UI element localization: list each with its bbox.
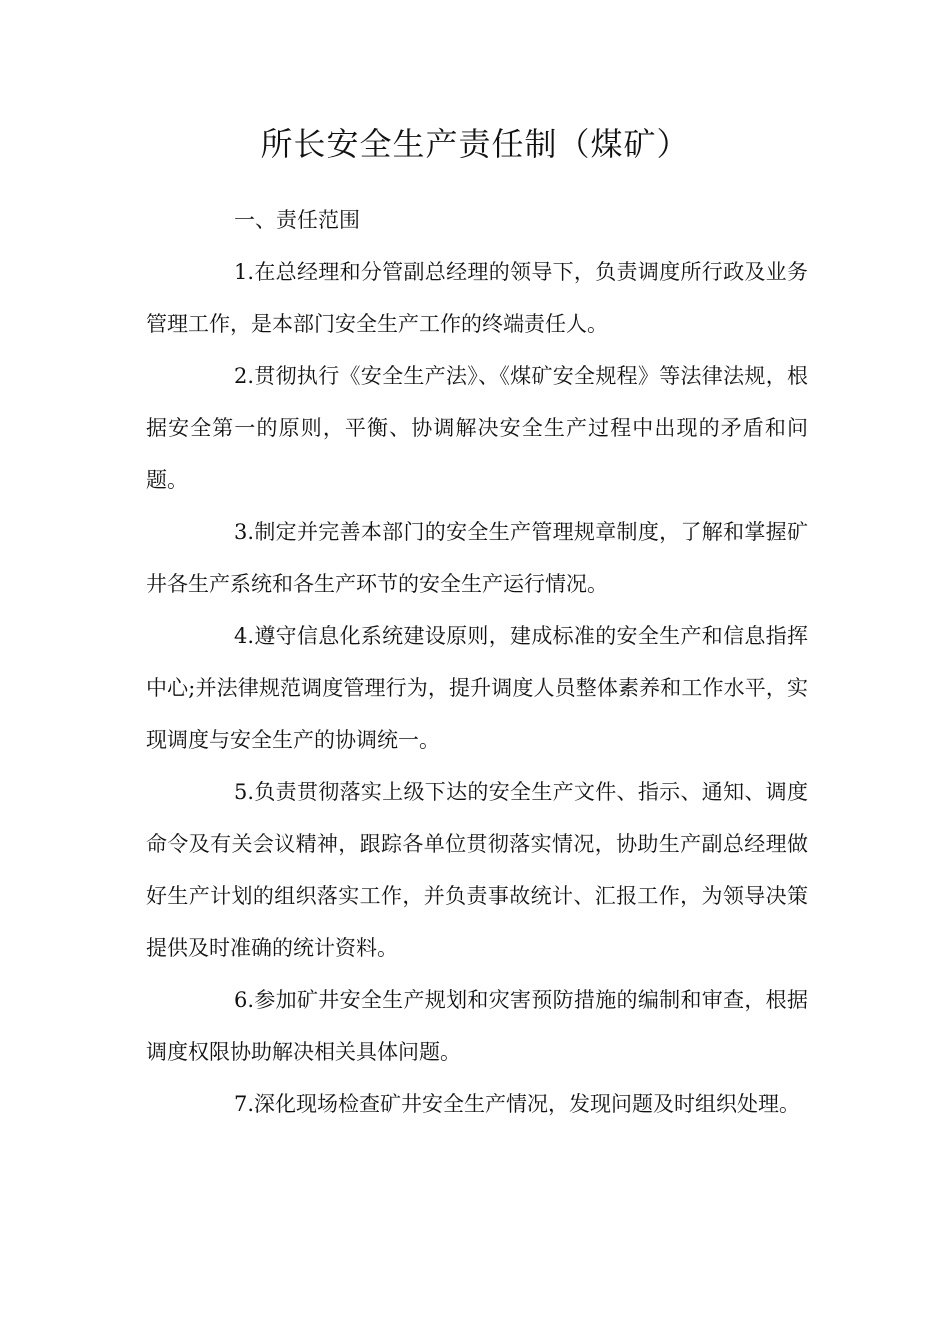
document-body (146, 194, 808, 1130)
paragraph-6: 6.参加矿井安全生产规划和灾害预防措施的编制和审查，根据调度权限协助解决相关具体问题。 (146, 988, 808, 1064)
paragraph-3: 3.制定并完善本部门的安全生产管理规章制度，了解和掌握矿井各生产系统和各生产环节的安全生产运行情况。 (146, 520, 808, 596)
paragraph-1: 1.在总经理和分管副总经理的领导下，负责调度所行政及业务管理工作，是本部门安全生产工作的终端责任人。 (146, 260, 808, 336)
paragraph-4: 4.遵守信息化系统建设原则，建成标准的安全生产和信息指挥中心;并法律规范调度管理行为，提升调度人员整体素养和工作水平，实现调度与安全生产的协调统一。 (146, 624, 808, 752)
document-title: 所长安全生产责任制（煤矿） (260, 125, 690, 163)
paragraph-5: 5.负责贯彻落实上级下达的安全生产文件、指示、通知、调度命令及有关会议精神，跟踪各单位贯彻落实情况，协助生产副总经理做好生产计划的组织落实工作，并负责事故统计、汇报工作，为领导决策提供及时准确的统计资料。 (146, 780, 808, 960)
section-heading: 一、责任范围 (234, 208, 360, 232)
paragraph-7: 7.深化现场检查矿井安全生产情况，发现问题及时组织处理。 (234, 1092, 801, 1116)
paragraph-2: 2.贯彻执行《安全生产法》、《煤矿安全规程》等法律法规，根据安全第一的原则，平衡、协调解决安全生产过程中出现的矛盾和问题。 (146, 364, 808, 492)
